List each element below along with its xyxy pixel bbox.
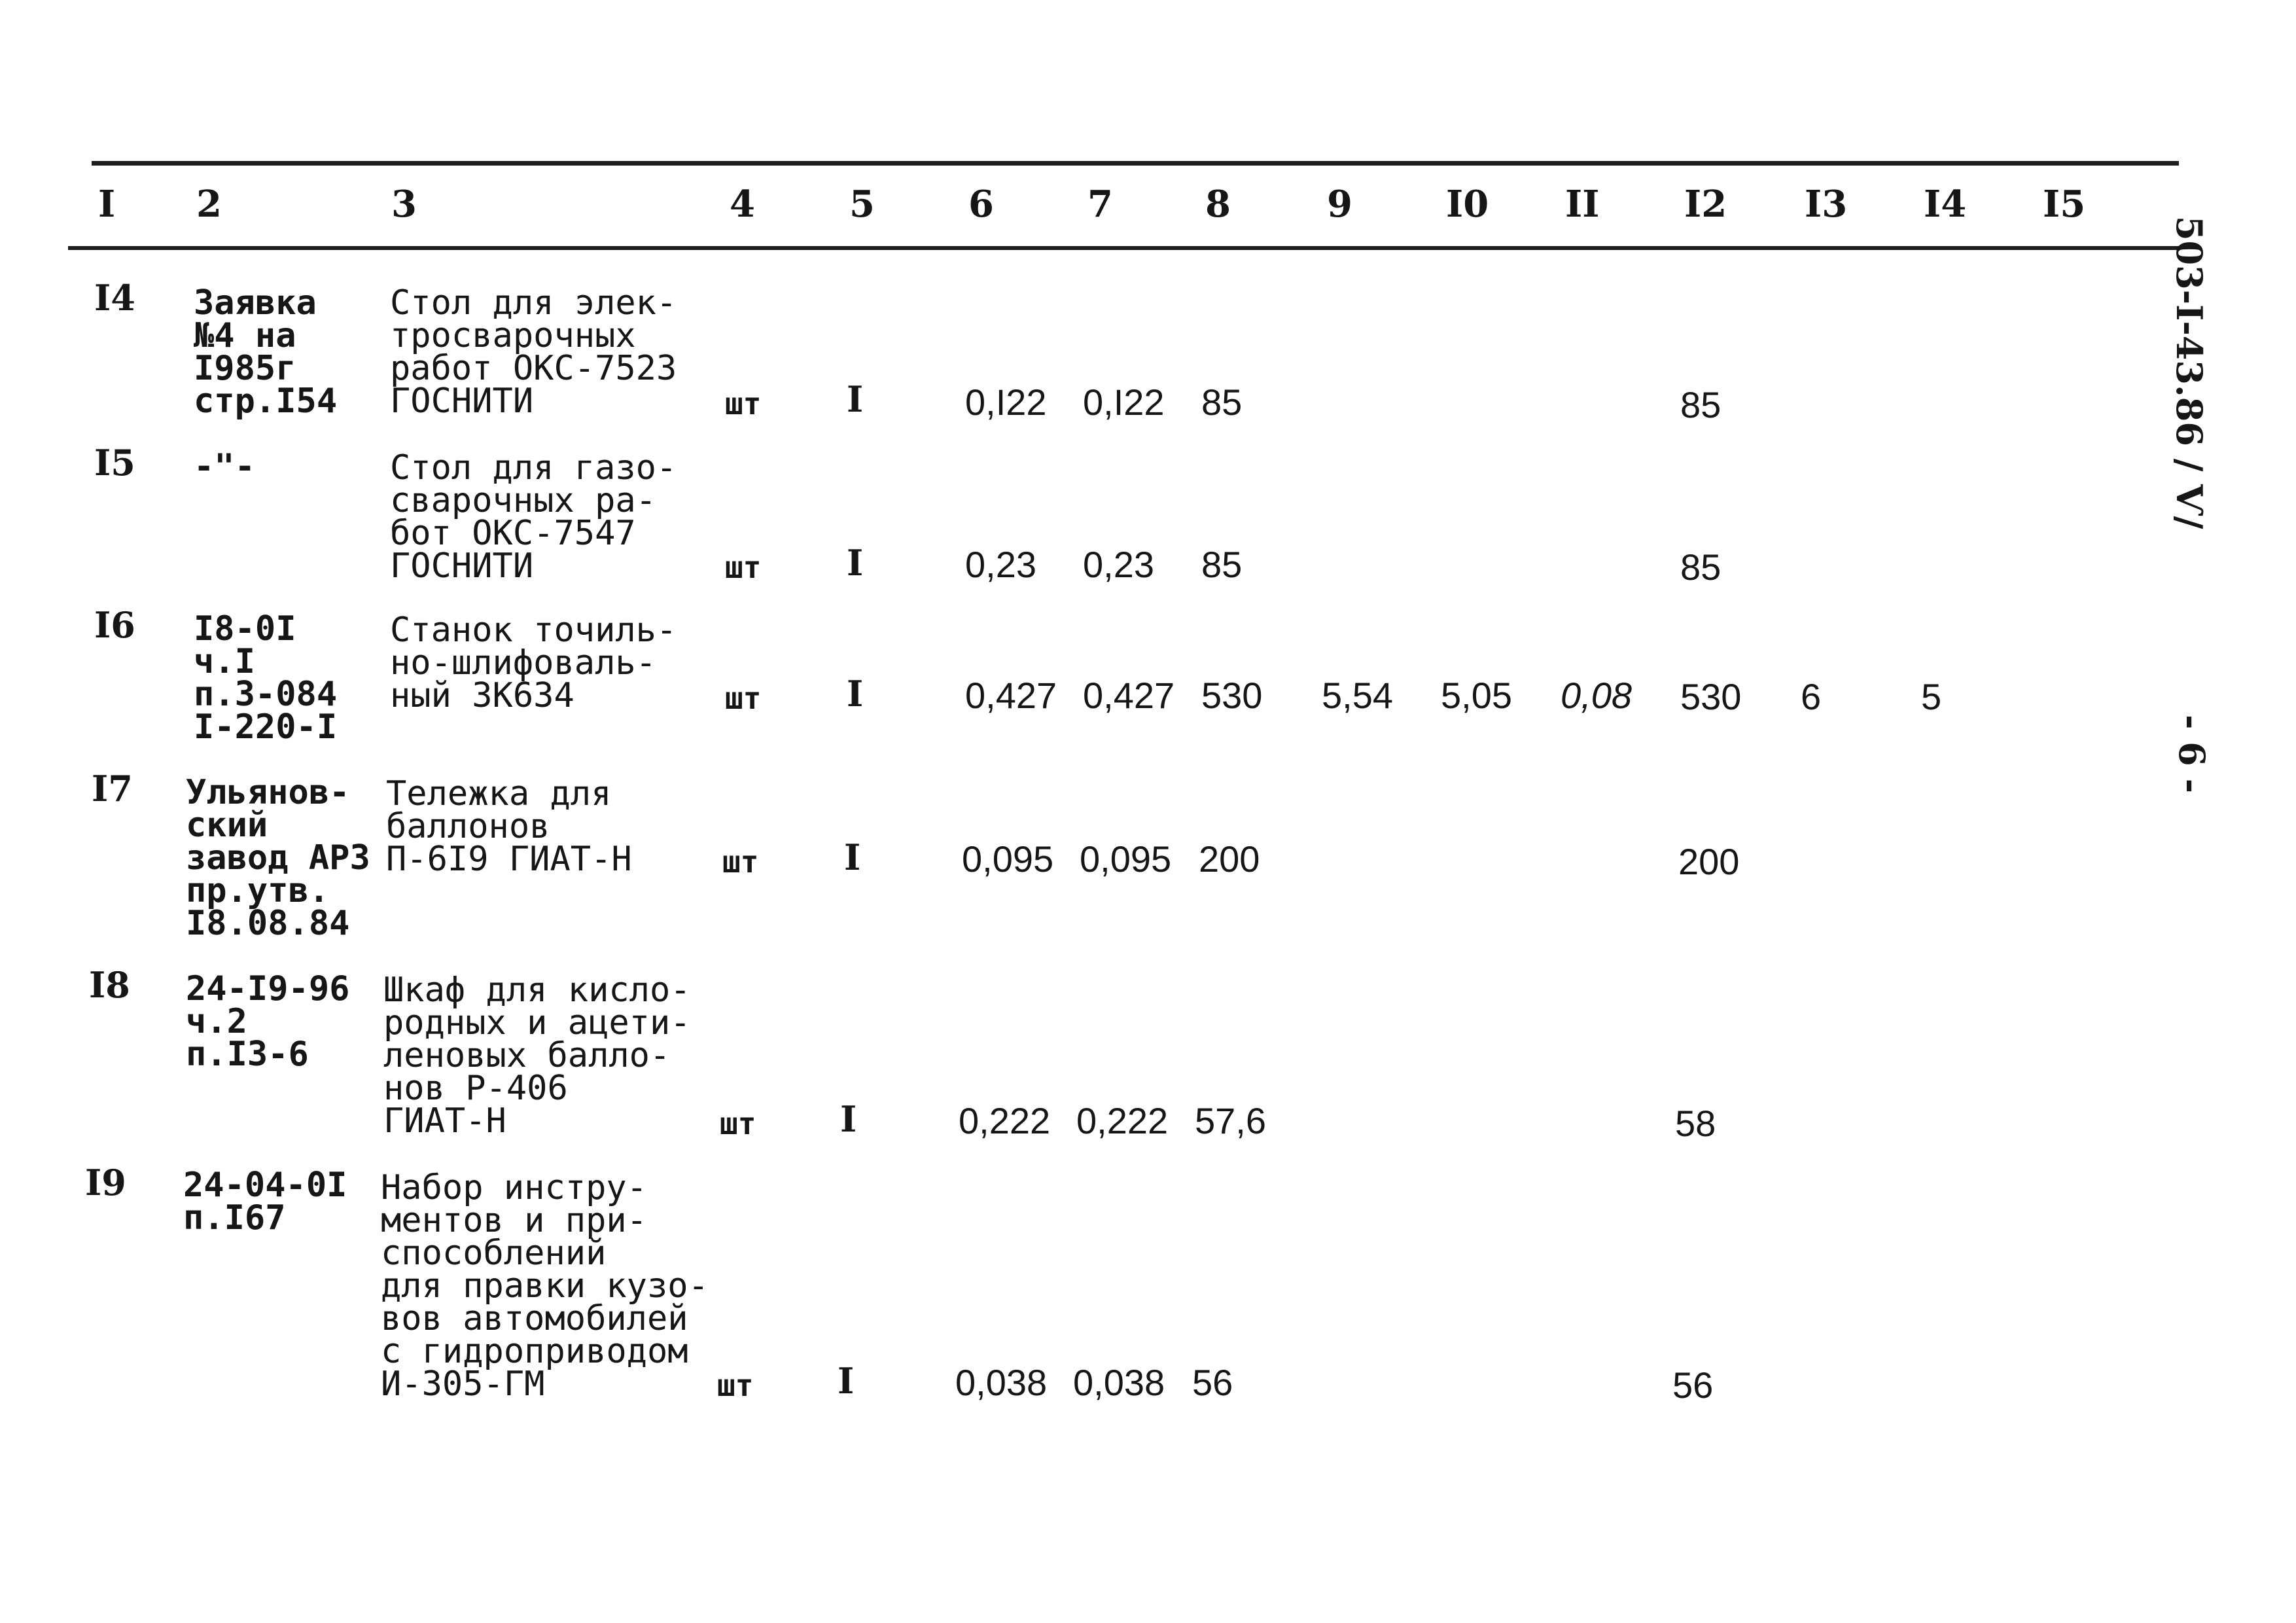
row-name: Набор инстру- ментов и при- способлений для правки кузо- вов автомобилей с гидроприводом И-305-ГМ — [381, 1168, 709, 1404]
row-col-6: 0,I22 — [965, 382, 1047, 423]
row-col-7: 0,427 — [1083, 675, 1175, 716]
row-col-12: 58 — [1675, 1103, 1716, 1144]
row-col-8: 85 — [1201, 544, 1243, 585]
row-qty: I — [840, 1098, 857, 1140]
row-col-11: 0,08 — [1561, 675, 1632, 716]
page-number: - 6 - — [2171, 715, 2213, 793]
row-unit: шт — [725, 386, 762, 421]
col-header-10: I0 — [1446, 183, 1489, 226]
row-unit: шт — [725, 550, 762, 585]
col-header-3: 3 — [391, 183, 417, 226]
row-number: I5 — [94, 442, 135, 484]
row-col-9: 5,54 — [1322, 675, 1393, 716]
col-header-1: I — [98, 183, 116, 226]
row-col-8: 56 — [1192, 1362, 1233, 1403]
col-header-5: 5 — [849, 183, 875, 226]
row-source: I8-0I ч.I п.3-084 I-220-I — [194, 609, 338, 747]
row-col-7: 0,038 — [1073, 1362, 1165, 1403]
row-source: 24-04-0I п.I67 — [183, 1166, 347, 1238]
row-col-6: 0,038 — [955, 1362, 1048, 1403]
row-col-7: 0,I22 — [1083, 382, 1165, 423]
col-header-13: I3 — [1805, 183, 1848, 226]
table-header-rule — [68, 246, 2179, 250]
row-col-8: 85 — [1201, 382, 1243, 423]
row-col-10: 5,05 — [1441, 675, 1512, 716]
col-header-12: I2 — [1684, 183, 1727, 226]
row-name: Станок точиль- но-шлифоваль- ный ЗК634 — [390, 611, 677, 715]
row-number: I6 — [94, 604, 135, 646]
row-col-12: 530 — [1680, 676, 1742, 717]
row-qty: I — [847, 542, 864, 584]
row-col-12: 200 — [1678, 841, 1740, 882]
row-number: I4 — [94, 277, 135, 319]
row-col-6: 0,095 — [962, 838, 1054, 880]
row-qty: I — [847, 378, 864, 420]
row-name: Тележка для баллонов П-6I9 ГИАТ-Н — [386, 774, 632, 879]
row-col-7: 0,23 — [1083, 544, 1154, 585]
row-source: Ульянов- ский завод АРЗ пр.утв. I8.08.84 — [186, 773, 370, 943]
row-col-6: 0,23 — [965, 544, 1036, 585]
row-col-12: 85 — [1680, 546, 1722, 588]
row-col-8: 200 — [1199, 838, 1260, 880]
col-header-11: II — [1565, 183, 1600, 226]
row-source: 24-I9-96 ч.2 п.I3-6 — [186, 969, 350, 1074]
row-unit: шт — [722, 844, 759, 880]
row-col-8: 530 — [1201, 675, 1263, 716]
row-number: I9 — [85, 1162, 126, 1204]
row-col-12: 85 — [1680, 384, 1722, 425]
col-header-4: 4 — [730, 183, 755, 226]
row-col-13: 6 — [1801, 676, 1822, 717]
row-col-7: 0,222 — [1076, 1100, 1169, 1141]
row-number: I7 — [92, 768, 133, 810]
col-header-15: I5 — [2043, 183, 2086, 226]
row-col-8: 57,6 — [1195, 1100, 1266, 1141]
col-header-2: 2 — [196, 183, 222, 226]
row-name: Стол для элек- тросварочных работ ОКС-7523 ГОСНИТИ — [390, 283, 677, 421]
col-header-9: 9 — [1327, 183, 1352, 226]
row-name: Шкаф для кисло- родных и ацети- леновых балло- нов Р-406 ГИАТ-Н — [383, 971, 691, 1141]
row-name: Стол для газо- сварочных ра- бот ОКС-7547 ГОСНИТИ — [390, 448, 677, 586]
row-col-6: 0,222 — [959, 1100, 1051, 1141]
row-col-7: 0,095 — [1080, 838, 1172, 880]
table-top-rule — [92, 161, 2179, 166]
row-unit: шт — [717, 1368, 754, 1403]
document-code: 503-I-43.86 / Ѵ/ — [2168, 216, 2210, 529]
row-qty: I — [847, 673, 864, 715]
col-header-14: I4 — [1924, 183, 1967, 226]
col-header-7: 7 — [1087, 183, 1113, 226]
row-qty: I — [838, 1360, 855, 1402]
row-col-6: 0,427 — [965, 675, 1057, 716]
col-header-6: 6 — [968, 183, 994, 226]
row-unit: шт — [725, 681, 762, 716]
col-header-8: 8 — [1205, 183, 1231, 226]
row-col-12: 56 — [1672, 1364, 1714, 1406]
row-unit: шт — [720, 1106, 756, 1141]
row-qty: I — [844, 836, 861, 878]
row-source: Заявка №4 на I985г стр.I54 — [194, 283, 338, 421]
row-number: I8 — [89, 964, 130, 1006]
row-source: -"- — [194, 447, 255, 486]
row-col-14: 5 — [1921, 676, 1942, 717]
